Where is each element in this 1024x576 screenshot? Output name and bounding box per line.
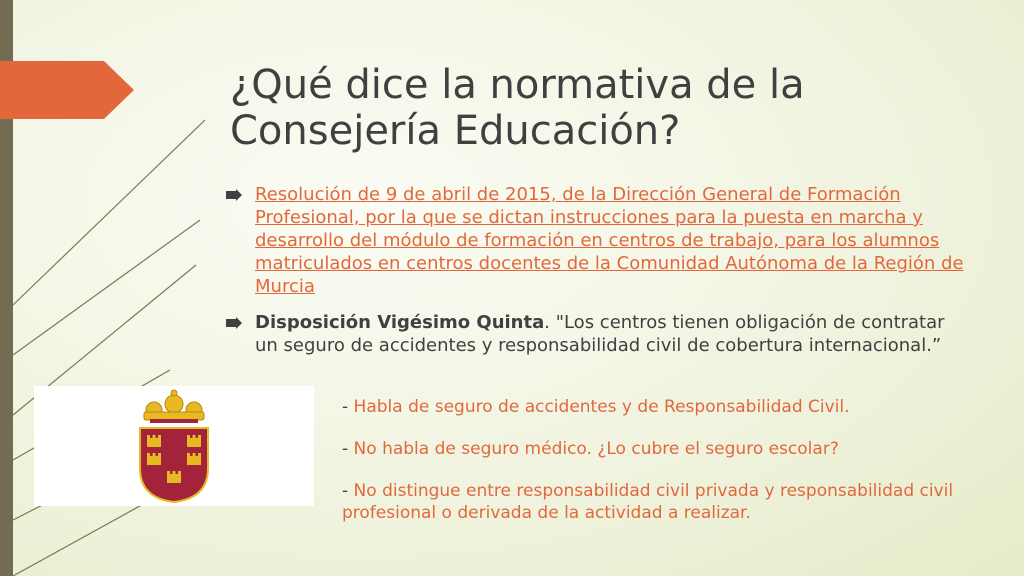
note-text: No habla de seguro médico. ¿Lo cubre el seguro escolar? [353,439,839,459]
title-line-1: ¿Qué dice la normativa de la [230,62,805,108]
note-item [342,396,1022,418]
note-text: No distingue entre responsabilidad civil privada y responsabilidad civil profesional o derivada de la actividad a realizar. [342,481,954,523]
page-title [230,62,990,154]
bullet-list [225,183,965,370]
note-item [342,438,1022,460]
notes-block [342,396,1022,544]
note-dash: - [342,397,354,417]
arrow-bullet-icon [226,317,242,329]
note-text: Habla de seguro de accidentes y de Responsabilidad Civil. [353,397,850,417]
disposition-quote: . "Los centros tienen obligación de contratar un seguro de accidentes y responsabilidad civil de cobertura internacional.” [255,312,945,356]
bullet-item-disposition [225,311,965,357]
emblem-panel [34,386,314,506]
region-murcia-emblem-icon [114,386,234,506]
bullet-item-resolution [225,183,965,298]
note-dash: - [342,439,354,459]
note-dash: - [342,481,354,501]
resolution-link[interactable]: Resolución de 9 de abril de 2015, de la Dirección General de Formación Profesional, por la que se dictan instrucciones para la puesta en marcha y desarrollo del módulo de formación en centros de trabajo, para los alumnos matriculados en centros docentes de la Comunidad Autónoma de la Región de Murcia [255,184,964,297]
title-line-2: Consejería Educación? [230,108,681,154]
title-pointer-arrow [0,61,134,119]
note-item [342,480,1022,524]
arrow-bullet-icon [226,189,242,201]
disposition-label: Disposición Vigésimo Quinta [255,312,545,333]
